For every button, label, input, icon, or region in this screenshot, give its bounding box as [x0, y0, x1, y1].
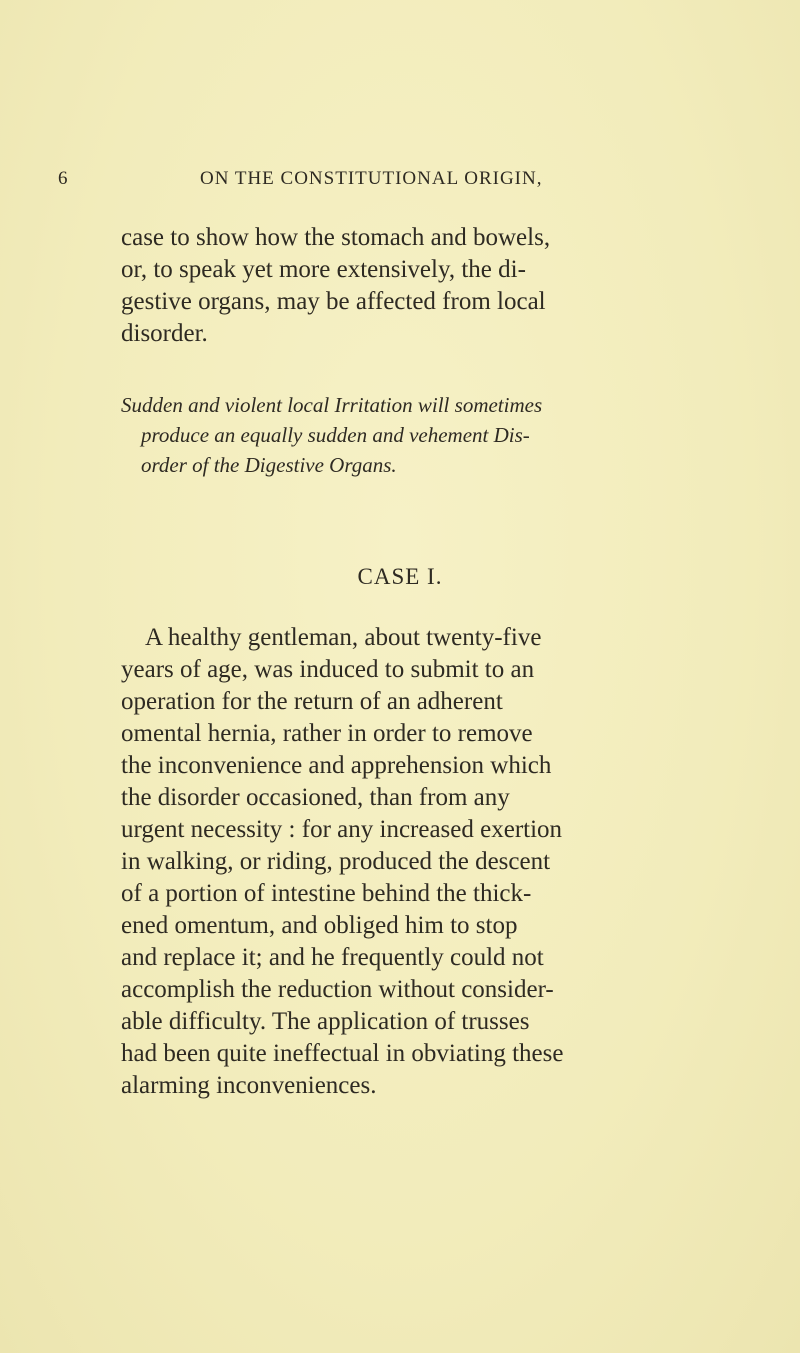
text-line: ened omentum, and obliged him to stop — [121, 912, 518, 939]
text-line: years of age, was induced to submit to an — [121, 656, 535, 683]
heading-line: Sudden and violent local Irritation will sometimes — [121, 393, 543, 417]
text-line: in walking, or riding, produced the descent — [121, 848, 551, 875]
text-line: or, to speak yet more extensively, the di- — [121, 256, 526, 283]
text-line: accomplish the reduction without consider- — [121, 976, 554, 1003]
text-line: urgent necessity : for any increased exertion — [121, 816, 563, 843]
page-number: 6 — [58, 168, 69, 189]
text-line: case to show how the stomach and bowels, — [121, 224, 551, 251]
section-heading-italic — [121, 390, 641, 480]
text-line: the inconvenience and apprehension which — [121, 752, 552, 779]
intro-paragraph — [121, 222, 641, 350]
text-line: and replace it; and he frequently could not — [121, 944, 544, 971]
text-line: able difficulty. The application of trusses — [121, 1008, 530, 1035]
text-line: had been quite ineffectual in obviating these — [121, 1040, 564, 1067]
text-line: operation for the return of an adherent — [121, 688, 503, 715]
text-line: alarming inconveniences. — [121, 1072, 377, 1099]
text-line: the disorder occasioned, than from any — [121, 784, 510, 811]
page-header — [58, 168, 598, 198]
text-line: of a portion of intestine behind the thick- — [121, 880, 532, 907]
text-line: omental hernia, rather in order to remove — [121, 720, 533, 747]
case-heading: CASE I. — [357, 564, 443, 589]
text-line: A healthy gentleman, about twenty-five — [145, 624, 542, 651]
heading-line: order of the Digestive Organs. — [141, 453, 397, 477]
heading-line: produce an equally sudden and vehement Dis- — [141, 423, 530, 447]
text-line: gestive organs, may be affected from local — [121, 288, 546, 315]
text-line: disorder. — [121, 320, 208, 347]
running-head: ON THE CONSTITUTIONAL ORIGIN, — [200, 168, 543, 189]
case-paragraph — [121, 622, 641, 1102]
